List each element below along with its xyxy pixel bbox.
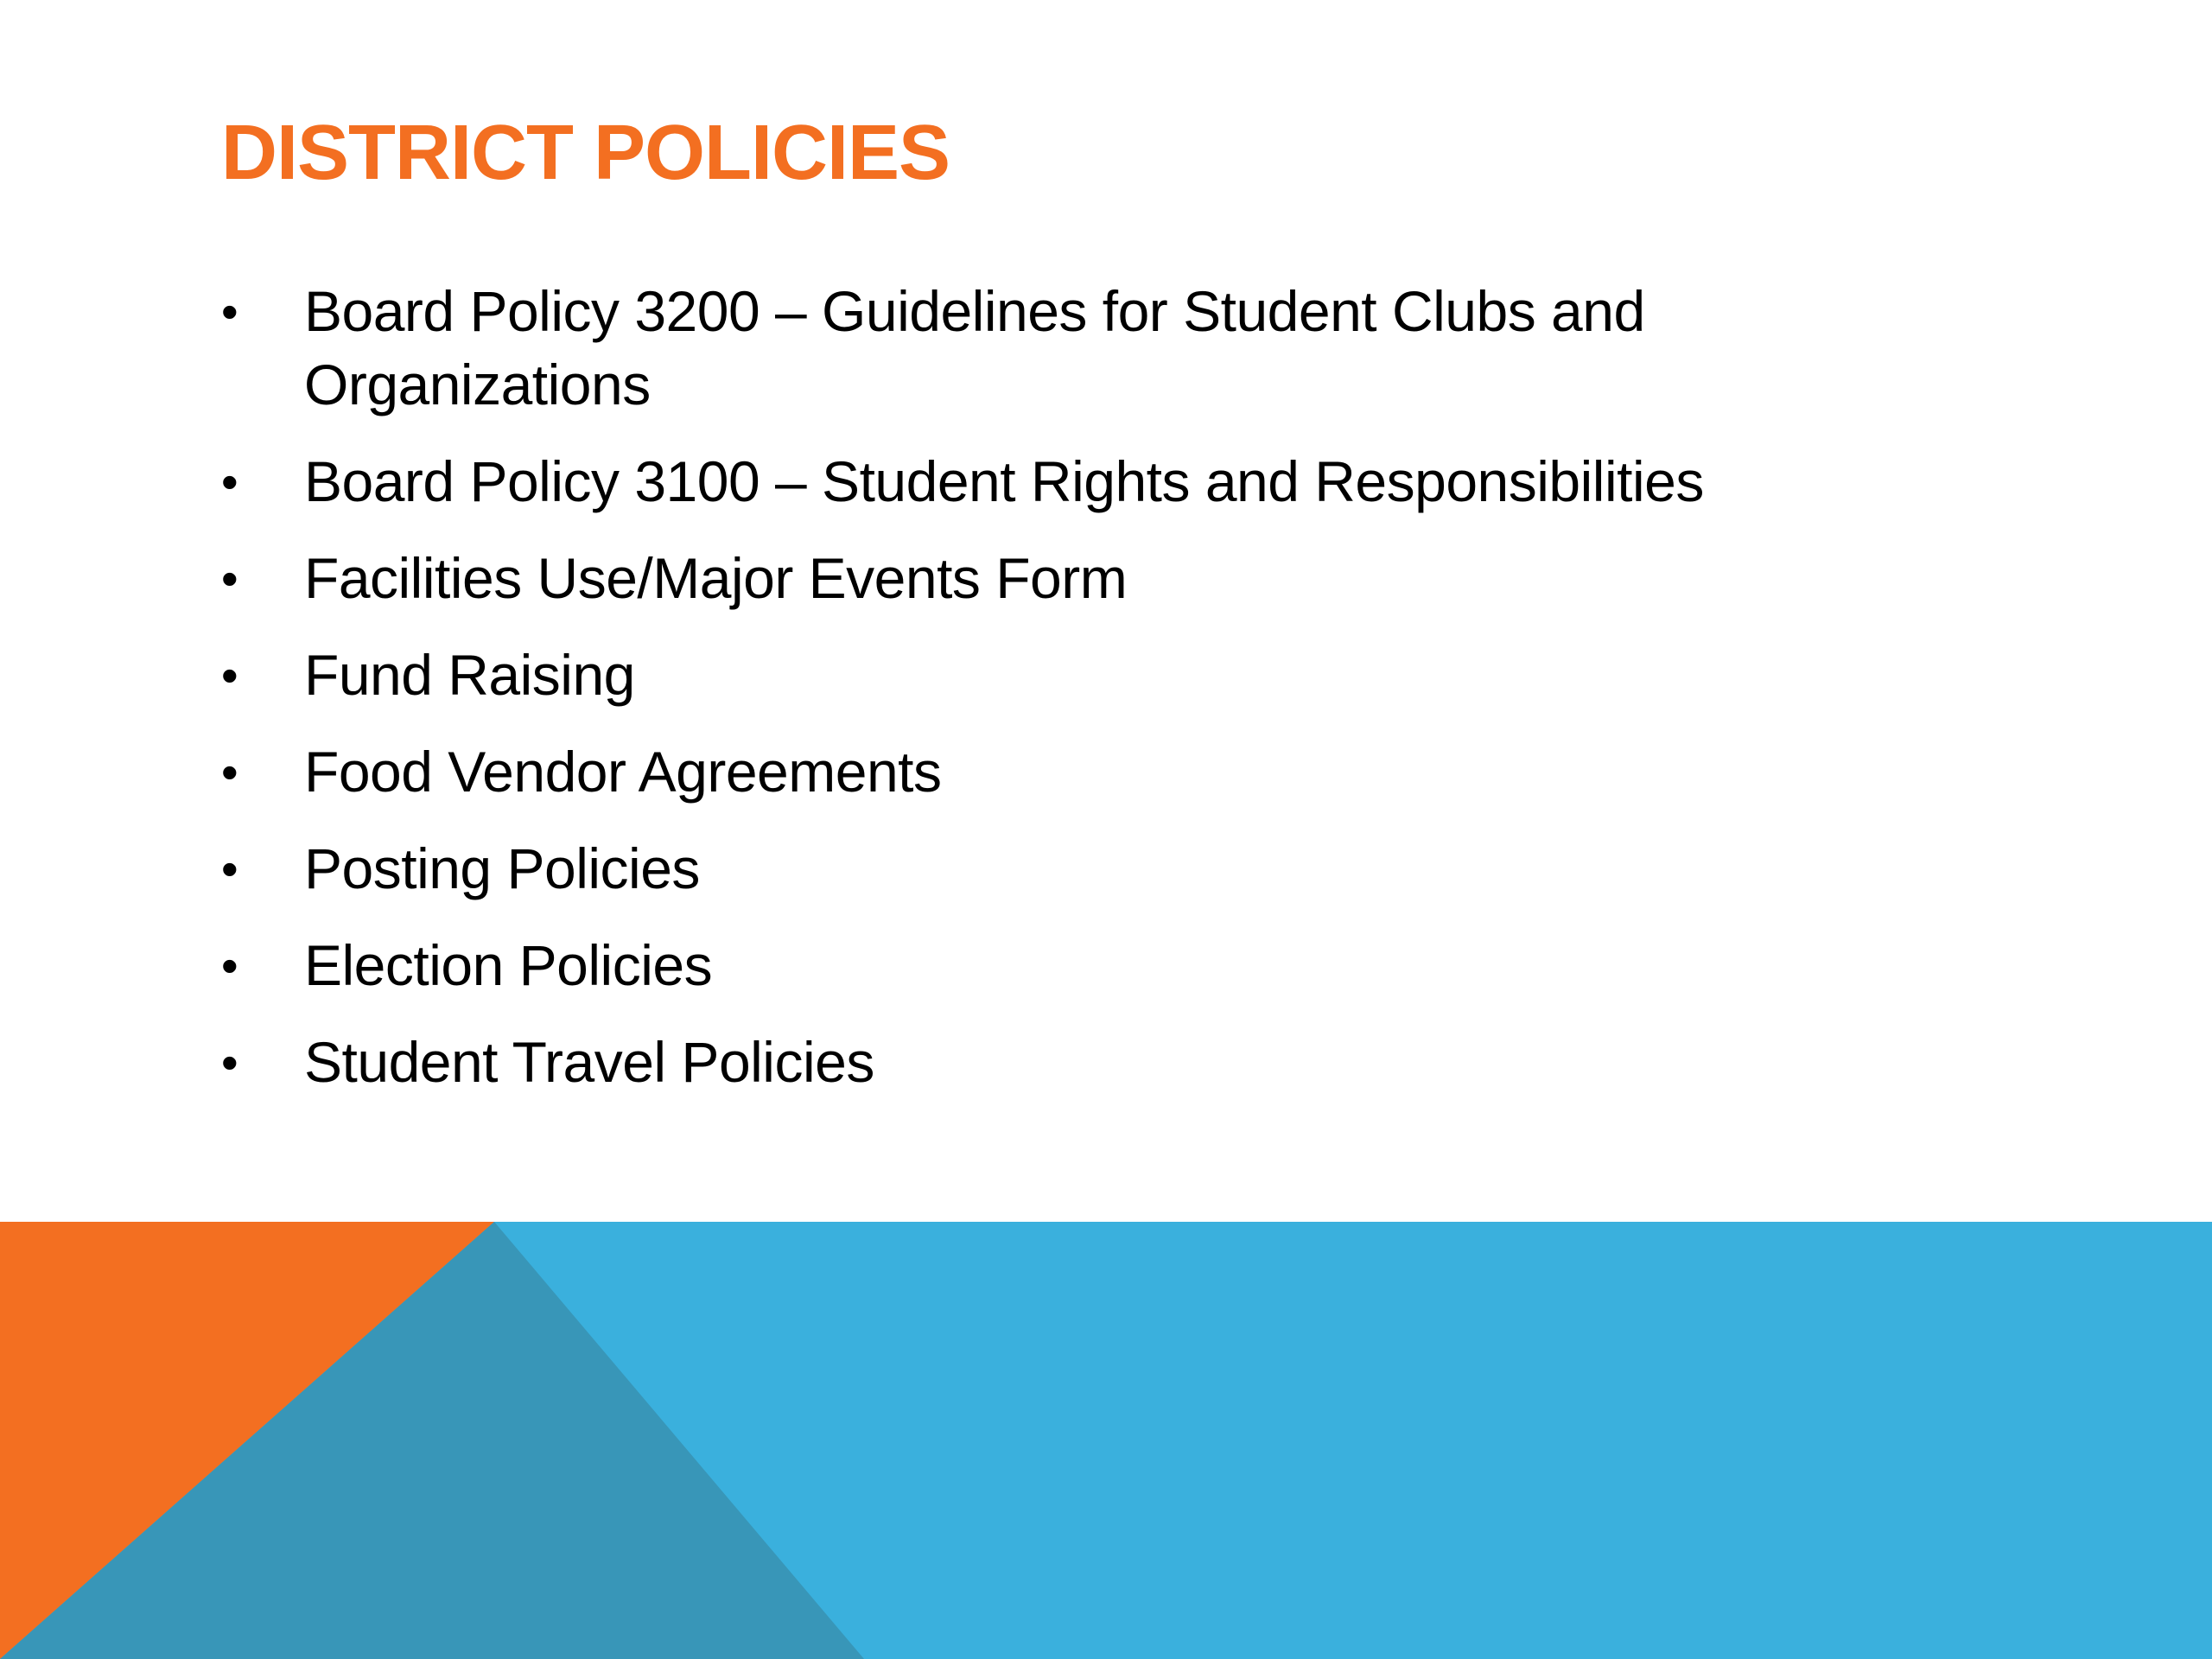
bullet-text: Board Policy 3200 – Guidelines for Student Clubs and Organizations xyxy=(304,279,1645,416)
bullet-item xyxy=(221,929,1949,1002)
bullet-text: Fund Raising xyxy=(304,643,635,707)
bullet-text: Student Travel Policies xyxy=(304,1030,874,1094)
decorative-band xyxy=(0,1222,2212,1659)
bullet-item xyxy=(221,735,1949,809)
bullet-icon: • xyxy=(221,454,238,509)
bullet-text: Food Vendor Agreements xyxy=(304,740,942,804)
bullet-icon: • xyxy=(221,648,238,702)
bullet-text: Election Policies xyxy=(304,933,713,997)
bullet-item xyxy=(221,1026,1949,1099)
bullet-text: Board Policy 3100 – Student Rights and Responsibilities xyxy=(304,449,1704,513)
bullet-list xyxy=(221,275,1949,1122)
bullet-item xyxy=(221,275,1949,422)
bullet-icon: • xyxy=(221,842,238,896)
bullet-item xyxy=(221,832,1949,906)
bullet-icon: • xyxy=(221,284,238,339)
bullet-text: Posting Policies xyxy=(304,836,700,900)
bullet-text: Facilities Use/Major Events Form xyxy=(304,546,1128,610)
bullet-icon: • xyxy=(221,1035,238,1090)
bullet-icon: • xyxy=(221,938,238,993)
bullet-icon: • xyxy=(221,745,238,799)
bullet-item xyxy=(221,542,1949,615)
bullet-item xyxy=(221,639,1949,712)
slide-title: DISTRICT POLICIES xyxy=(221,110,950,196)
bullet-icon: • xyxy=(221,551,238,606)
bullet-item xyxy=(221,445,1949,518)
